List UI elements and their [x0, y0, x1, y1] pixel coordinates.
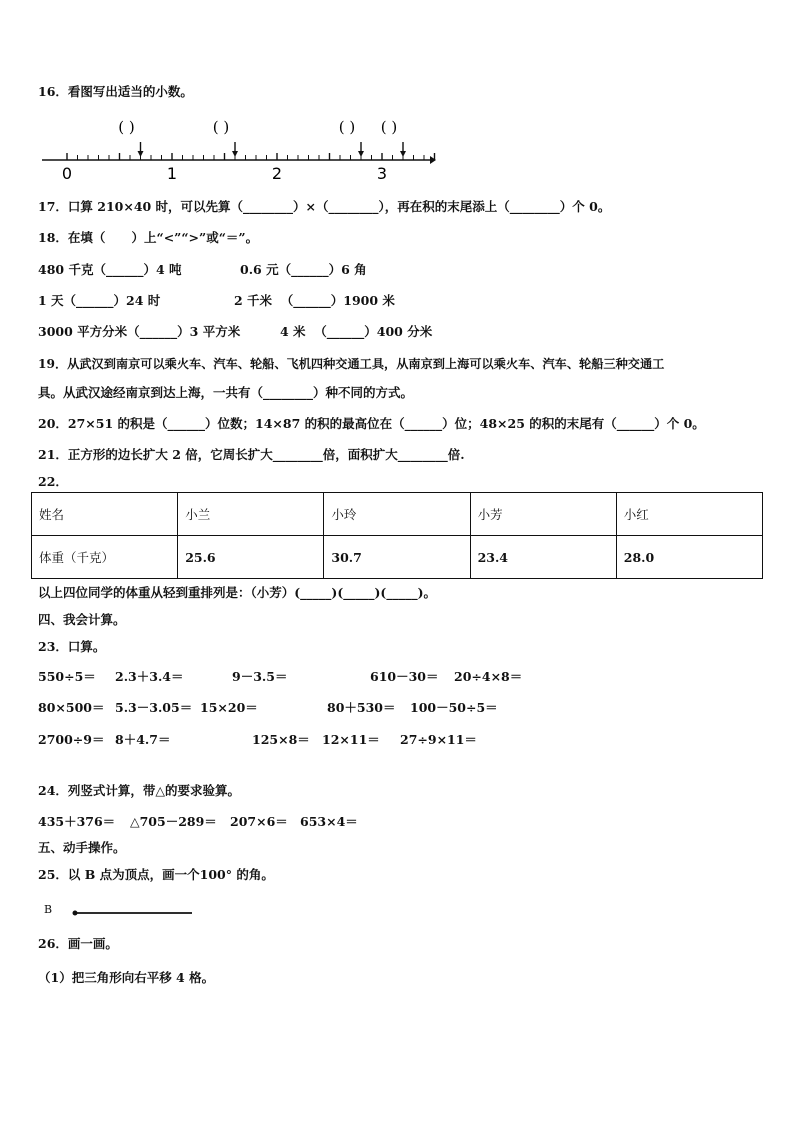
calc-item: 2700÷9＝ — [38, 732, 105, 747]
calc-item: 100－50÷5＝ — [410, 700, 498, 715]
weight-cell: 30.7 — [324, 536, 470, 579]
calc-item: 20÷4×8＝ — [454, 669, 523, 684]
calc-item: 2.3＋3.4＝ — [115, 669, 184, 684]
q22-title: 22． — [38, 474, 68, 489]
weight-cell: 23.4 — [470, 536, 616, 579]
q21-text: 21．正方形的边长扩大 2 倍，它周长扩大________倍，面积扩大________倍. — [38, 447, 465, 462]
q26-title: 26．画一画。 — [38, 936, 118, 951]
q23-title: 23．口算。 — [38, 639, 106, 654]
calc-item: 610－30＝ — [370, 669, 439, 684]
q18-item-2a: 1 天（______）24 时 — [38, 293, 161, 308]
header-cell: 小玲 — [324, 493, 470, 536]
number-line-pointer-arrow — [358, 142, 364, 157]
header-cell: 小兰 — [178, 493, 324, 536]
q17-text: 17．口算 210×40 时，可以先算（________）×（________），再在积的末尾添上（________）个 0。 — [38, 199, 611, 214]
q16-title: 16．看图写出适当的小数。 — [38, 84, 193, 99]
number-line-figure — [38, 112, 438, 184]
vertical-calc-item: △705－289＝ — [130, 814, 217, 829]
q18-item-3b: 4 米 （______）400 分米 — [280, 324, 433, 339]
header-cell: 小芳 — [470, 493, 616, 536]
header-cell: 小红 — [616, 493, 762, 536]
calc-item: 5.3－3.05＝ — [115, 700, 193, 715]
answer-parenthesis: ( ) — [118, 118, 135, 136]
q19-line-1: 19．从武汉到南京可以乘火车、汽车、轮船、飞机四种交通工具，从南京到上海可以乘火车、汽车、轮船三种交通工 — [38, 357, 665, 371]
vertical-calc-item: 207×6＝ — [230, 814, 288, 829]
section-5-heading: 五、动手操作。 — [38, 840, 126, 855]
answer-parenthesis: ( ) — [212, 118, 230, 136]
q26-subtask-1: （1）把三角形向右平移 4 格。 — [38, 970, 215, 985]
number-line-pointer-arrow — [138, 142, 144, 157]
calc-item: 12×11＝ — [322, 732, 380, 747]
row-label-cell: 体重（千克） — [32, 536, 178, 579]
q18-item-2b: 2 千米 （______）1900 米 — [234, 293, 395, 308]
section-4-heading: 四、我会计算。 — [38, 612, 126, 627]
calc-item: 15×20＝ — [200, 700, 258, 715]
answer-parenthesis: ( ) — [380, 118, 398, 136]
q18-item-3a: 3000 平方分米（______）3 平方米 — [38, 324, 241, 339]
q20-text: 20．27×51 的积是（______）位数；14×87 的积的最高位在（______）位；48×25 的积的末尾有（______）个 0。 — [38, 416, 705, 431]
q25-title: 25．以 B 点为顶点，画一个100° 的角。 — [38, 867, 274, 882]
vertical-calc-item: 653×4＝ — [300, 814, 358, 829]
ray-figure — [70, 908, 200, 924]
weight-cell: 28.0 — [616, 536, 762, 579]
calc-item: 80＋530＝ — [327, 700, 396, 715]
number-line-tick-label: 3 — [376, 164, 388, 183]
calc-item: 8＋4.7＝ — [115, 732, 171, 747]
table-row — [32, 493, 763, 536]
point-b-figure — [44, 900, 204, 926]
q18-item-1b: 0.6 元（______）6 角 — [240, 262, 367, 277]
calc-item: 550÷5＝ — [38, 669, 96, 684]
q18-item-1a: 480 千克（______）4 吨 — [38, 262, 182, 277]
q22-sentence: 以上四位同学的体重从轻到重排列是：（小芳）(_____)(_____)(_____)。 — [38, 585, 436, 600]
weight-cell: 25.6 — [178, 536, 324, 579]
q24-title: 24．列竖式计算，带△的要求验算。 — [38, 783, 241, 798]
vertical-calc-item: 435＋376＝ — [38, 814, 116, 829]
point-b-label: B — [44, 903, 53, 916]
number-line-pointer-arrow — [400, 142, 406, 157]
calc-item: 27÷9×11＝ — [400, 732, 477, 747]
calc-item: 9－3.5＝ — [232, 669, 288, 684]
table-row — [32, 536, 763, 579]
answer-parenthesis: ( ) — [338, 118, 356, 136]
header-cell: 姓名 — [32, 493, 178, 536]
calc-item: 125×8＝ — [252, 732, 310, 747]
weight-table — [31, 492, 763, 579]
q18-title: 18．在填（ ）上“<”“>”或“＝”。 — [38, 230, 259, 245]
number-line-tick-label: 1 — [166, 164, 178, 183]
number-line-tick-label: 0 — [61, 164, 73, 183]
number-line-tick-label: 2 — [271, 164, 283, 183]
calc-item: 80×500＝ — [38, 700, 105, 715]
number-line-pointer-arrow — [232, 142, 238, 157]
q19-line-2: 具。从武汉途经南京到达上海，一共有（________）种不同的方式。 — [38, 385, 414, 400]
